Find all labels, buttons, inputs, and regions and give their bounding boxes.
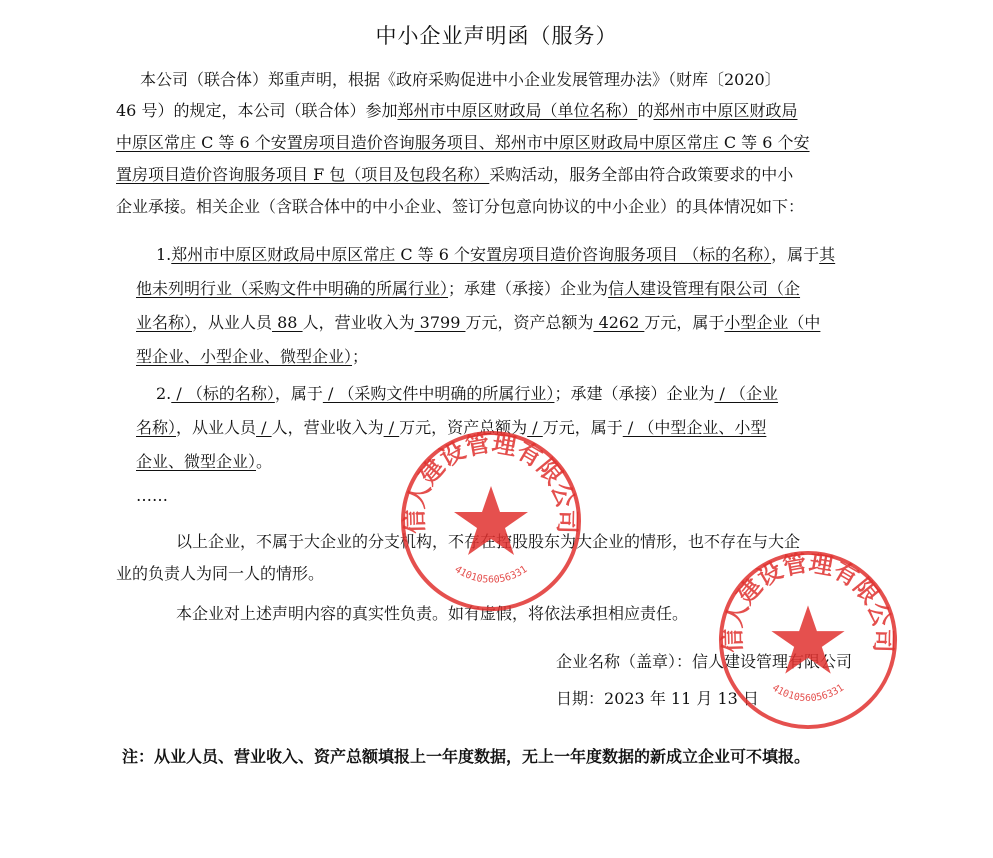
company-seal-stamp-2 (716, 548, 900, 732)
footnote: 注：从业人员、营业收入、资产总额填报上一年度数据，无上一年度数据的新成立企业可不填报。 (122, 747, 811, 766)
company-seal-stamp (398, 428, 584, 614)
item1-text: 万元，资产总额为 (465, 313, 594, 332)
item2-line-1 (156, 384, 778, 404)
item1-subject-name: 郑州市中原区财政局中原区常庄 C 等 6 个安置房项目造价咨询服务项目 （标的名称） (171, 245, 772, 264)
item2-scale-part-2: 企业、微型企业） (136, 452, 257, 471)
item2-text: 万元，属于 (542, 418, 623, 437)
item1-revenue: 3799 (414, 313, 466, 332)
p1-line-4 (116, 165, 793, 185)
p1-line-5: 企业承接。相关企业（含联合体中的中小企业、签订分包意向协议的中小企业）的具体情况如下： (116, 197, 805, 216)
p1-text: 46 号）的规定，本公司（联合体）参加 (116, 101, 398, 120)
item1-assets: 4262 (593, 313, 645, 332)
item2-text: 万元，资产总额为 (399, 418, 528, 437)
p1-line-1: 本公司（联合体）郑重声明，根据《政府采购促进中小企业发展管理办法》（财库〔2020〕 (140, 70, 781, 89)
item1-text: ，属于 (771, 245, 820, 264)
svg-text:4101056056331 (770, 683, 846, 705)
item2-revenue: / (383, 418, 400, 437)
stamp-code: 4101056056331 (452, 564, 530, 586)
item2-scale-part-1: / （中型企业、小型 (622, 418, 767, 437)
item2-number: 2. (156, 384, 172, 403)
project-name-part-1: 郑州市中原区财政局 (653, 101, 798, 120)
item1-text: ；承建（承接）企业为 (448, 279, 609, 298)
svg-text:4101056056331 (453, 564, 530, 586)
item2-industry: / （采购文件中明确的所属行业） (322, 384, 555, 403)
item1-industry-part-2: 他未列明行业（采购文件中明确的所属行业） (136, 279, 449, 298)
item1-text: ； (352, 347, 369, 366)
item2-text: ；承建（承接）企业为 (554, 384, 715, 403)
stamp-text: 信人建设管理有限公司 (399, 428, 583, 535)
date-label: 日期： (556, 689, 605, 708)
p1-text: 的 (637, 101, 654, 120)
item2-company-name-part-1: / （企业 (714, 384, 779, 403)
p3-line: 本企业对上述声明内容的真实性负责。如有虚假，将依法承担相应责任。 (176, 604, 689, 623)
item1-line-3 (136, 313, 820, 333)
item2-line-3 (136, 452, 272, 472)
star-icon (454, 486, 528, 555)
item2-text: 人，营业收入为 (271, 418, 384, 437)
item1-scale-part-2: 型企业、小型企业、微型企业） (136, 347, 353, 366)
item1-company-name-part-2: 业名称） (136, 313, 193, 332)
item2-text: 。 (256, 452, 273, 471)
project-name-part-3: 置房项目造价咨询服务项目 F 包（项目及包段名称） (116, 165, 490, 184)
purchaser-name: 郑州市中原区财政局（单位名称） (397, 101, 638, 120)
item1-scale-part-1: 小型企业（中 (724, 313, 821, 332)
p1-text: 采购活动，服务全部由符合政策要求的中小 (489, 165, 794, 184)
item2-subject-name: / （标的名称） (171, 384, 275, 403)
item1-line-4 (136, 347, 368, 367)
stamp-text: 信人建设管理有限公司 (718, 549, 898, 653)
date-value: 2023 年 11 月 13 日 (604, 689, 759, 708)
p2-line-2: 业的负责人为同一人的情形。 (116, 564, 325, 583)
item1-line-1 (156, 245, 835, 265)
item2-assets: / (527, 418, 543, 437)
ellipsis: …… (136, 486, 168, 505)
project-name-part-2: 中原区常庄 C 等 6 个安置房项目造价咨询服务项目、郑州市中原区财政局中原区常庄 C 等 6 个安 (116, 133, 810, 152)
item2-company-name-part-2: 名称） (136, 418, 177, 437)
item1-text: 人，营业收入为 (302, 313, 415, 332)
company-name-value: 信人建设管理有限公司 (692, 652, 853, 671)
item1-number: 1. (156, 245, 172, 264)
item1-line-2 (136, 279, 800, 299)
stamp-code: 4101056056331 (769, 682, 847, 705)
star-icon (771, 605, 844, 673)
p2-line-1: 以上企业，不属于大企业的分支机构，不存在控股股东为大企业的情形，也不存在与大企 (176, 532, 801, 551)
item1-industry-part-1: 其 (819, 245, 836, 264)
item1-text: ，从业人员 (192, 313, 273, 332)
item2-text: ，从业人员 (176, 418, 257, 437)
company-name-label: 企业名称（盖章）： (556, 652, 693, 671)
p1-line-2 (116, 101, 798, 121)
item1-text: 万元，属于 (644, 313, 725, 332)
item2-text: ，属于 (274, 384, 323, 403)
item1-employees: 88 (272, 313, 303, 332)
item2-employees: / (256, 418, 272, 437)
item1-company-name-part-1: 信人建设管理有限公司（企 (608, 279, 801, 298)
document-title: 中小企业声明函（服务） (375, 24, 618, 48)
